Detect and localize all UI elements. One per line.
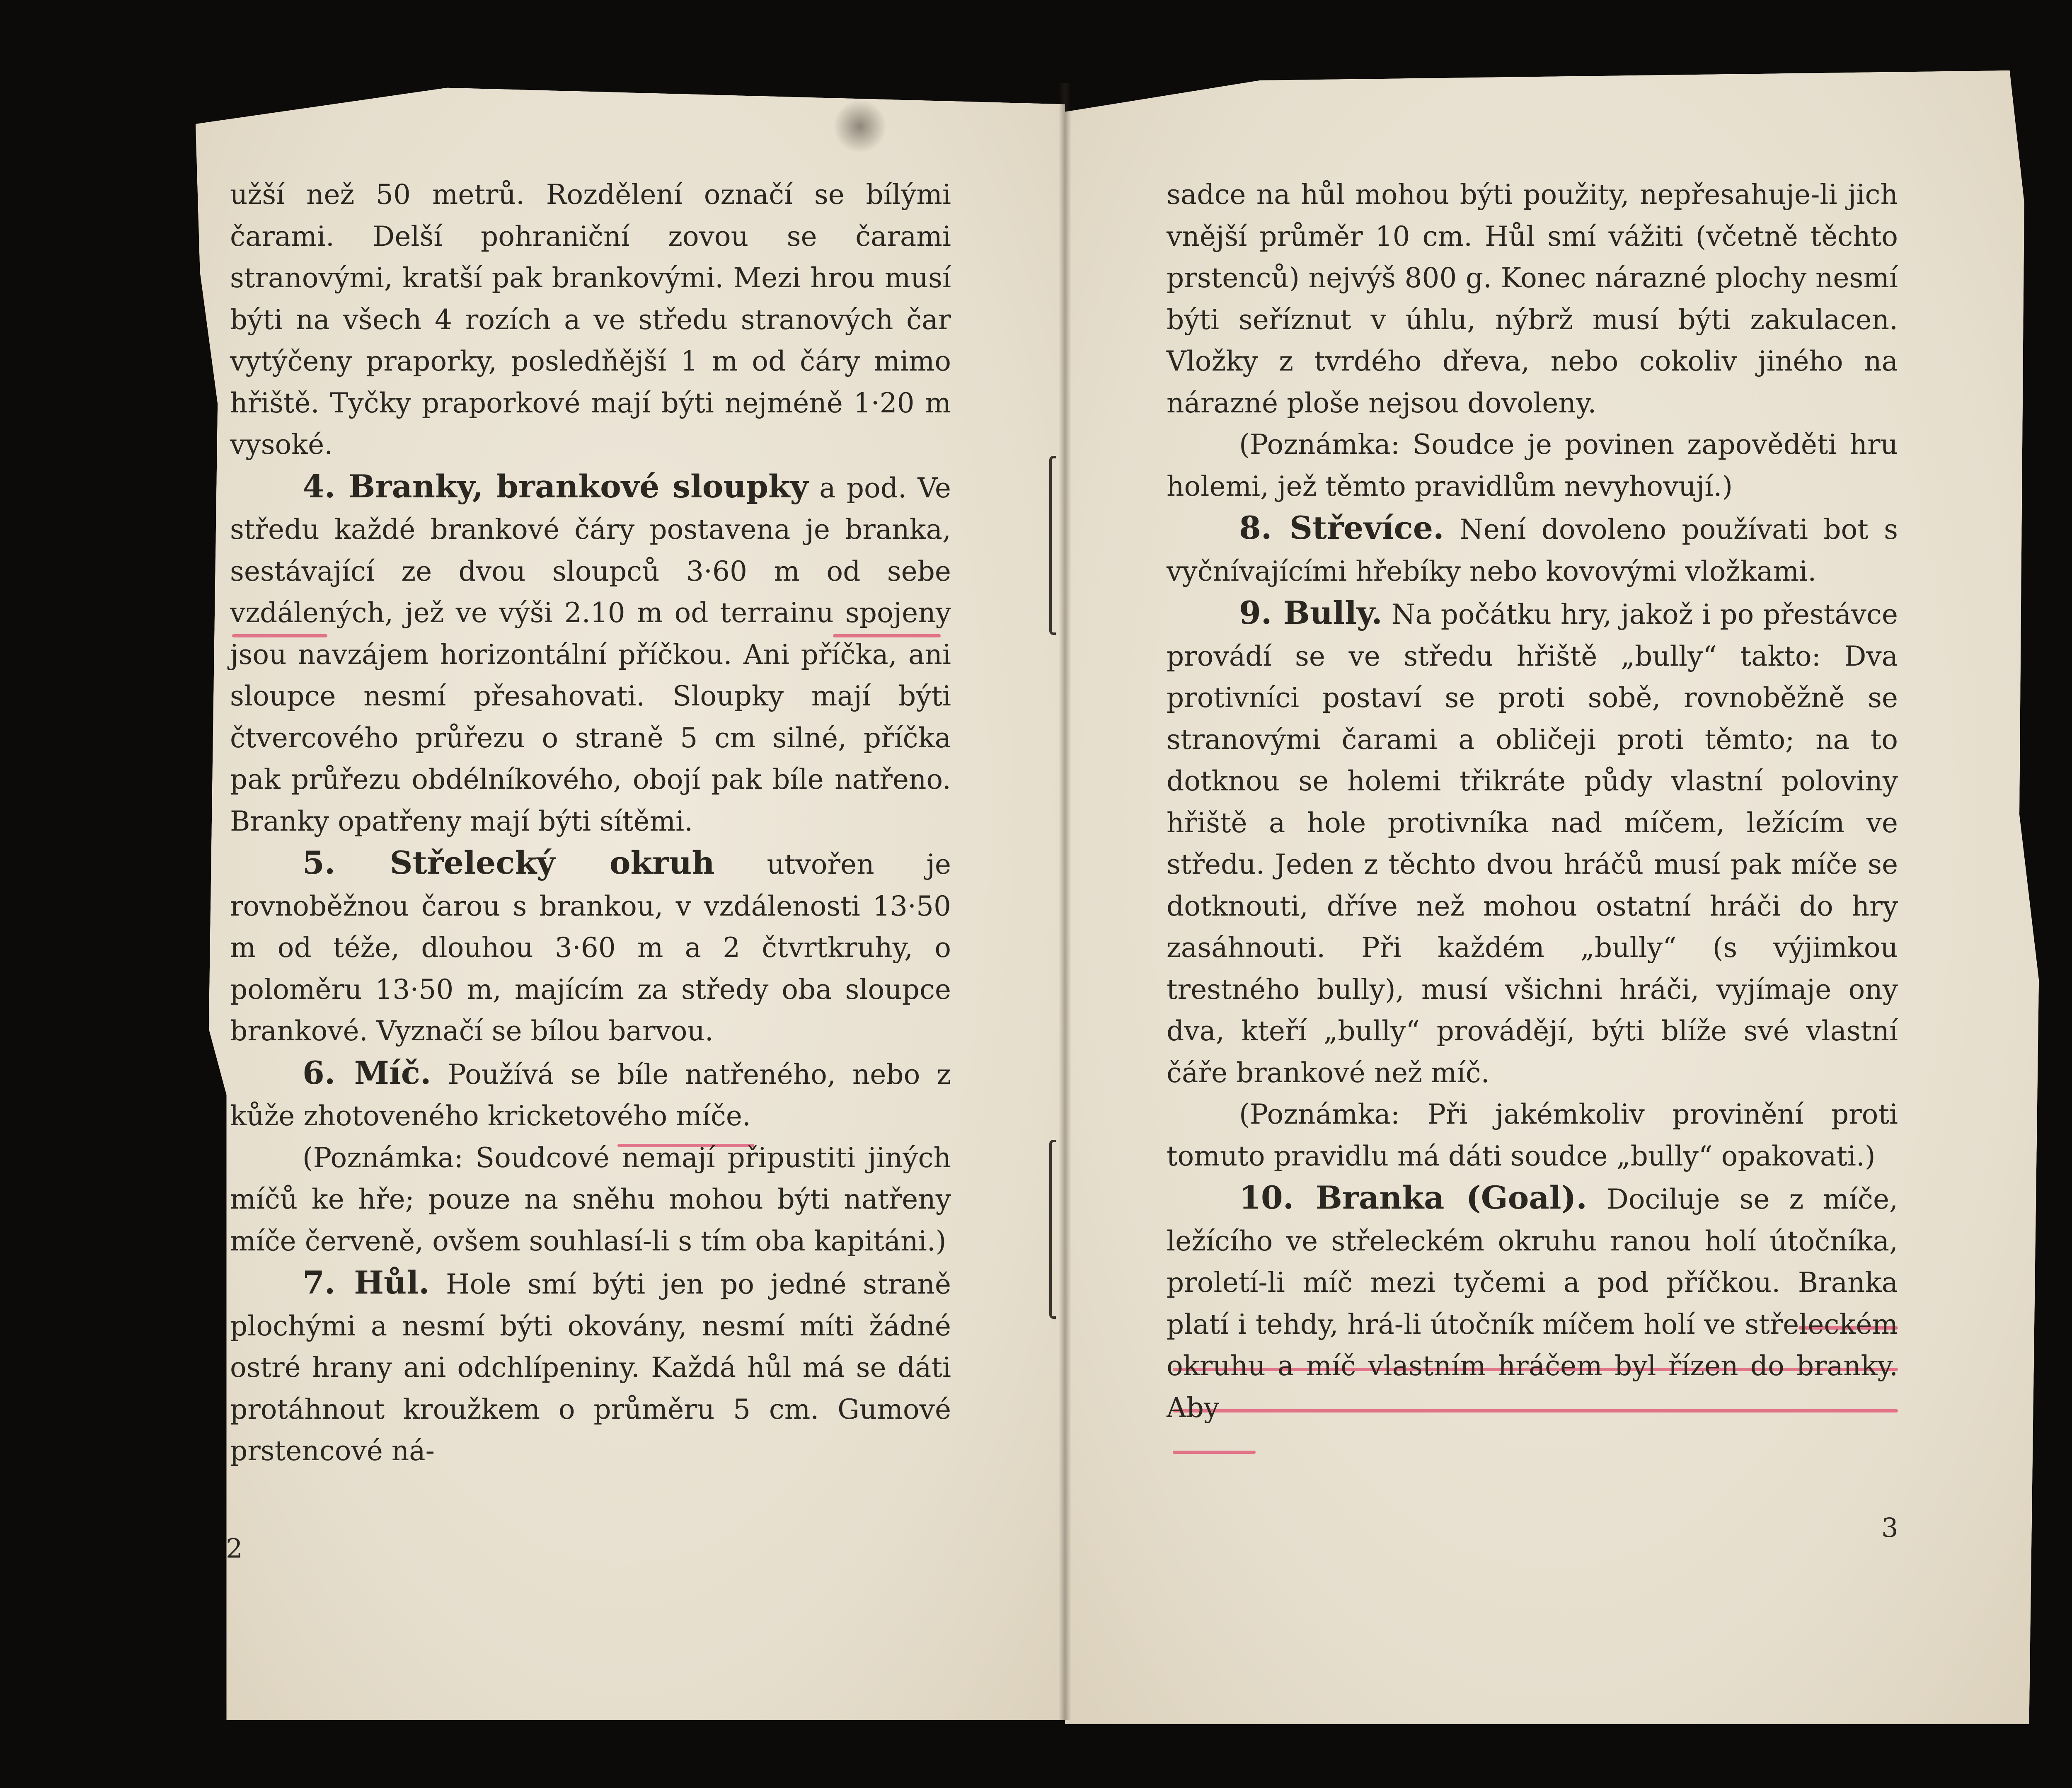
section-heading: 4. Branky, brankové sloupky bbox=[303, 468, 808, 505]
section-9-paragraph: 9. Bully. Na počátku hry, jakož i po přestávce provádí se ve středu hřiště „bully“ takto: Dva protivníci postaví se proti sobě, rovnoběžně se stranovými čarami a obličeji proti těmto; na to dotknou se holemi třikráte půdy vlastní poloviny hřiště a hole protivníka nad míčem, ležícím ve středu. Jeden z těchto dvou hráčů musí pak míče se dotknouti, dříve než mohou ostatní hráči do hry zasáhnouti. Při každém „bully“ (s výjimkou trestného bully), musí všichni hráči, vyjímaje ony dva, kteří „bully“ provádějí, býti blíže své vlastní čáře brankové než míč. bbox=[1167, 594, 1898, 1089]
section-heading: 10. Branka (Goal). bbox=[1239, 1179, 1587, 1216]
binding-gutter bbox=[1059, 83, 1071, 1720]
section-heading: 8. Střevíce. bbox=[1239, 509, 1444, 546]
pencil-underline bbox=[1173, 1451, 1256, 1454]
note-paragraph: (Poznámka: Soudce je povinen zapověděti hru holemi, jež těmto pravidlům nevyhovují.) bbox=[1167, 429, 1898, 502]
section-8-paragraph: 8. Střevíce. Není dovoleno používati bot s vyčnívajícími hřebíky nebo kovovými vložkami. bbox=[1167, 509, 1898, 587]
section-heading: 5. Střelecký okruh bbox=[303, 844, 715, 881]
section-heading: 7. Hůl. bbox=[303, 1264, 430, 1301]
section-10-paragraph: 10. Branka (Goal). Dociluje se z míče, ležícího ve střeleckém okruhu ranou holí útočníka, proletí-li míč mezi tyčemi a pod příčkou. Branka platí i tehdy, hrá-li útočník míčem holí ve střeleckém okruhu a míč vlastním hráčem byl řízen do branky. Aby bbox=[1167, 1179, 1898, 1424]
paper-damage-spot bbox=[833, 99, 887, 153]
section-7-paragraph: 7. Hůl. Hole smí býti jen po jedné straně plochými a nesmí býti okovány, nesmí míti žádné ostré hrany ani odchlípeniny. Každá hůl má se dáti protáhnout kroužkem o průměru 5 cm. Gumové prstencové ná- bbox=[230, 1264, 951, 1467]
staple-bottom bbox=[1049, 1140, 1056, 1319]
staple-top bbox=[1049, 456, 1056, 635]
note-paragraph: (Poznámka: Soudcové nemají připustiti jiných míčů ke hře; pouze na sněhu mohou býti natřeny míče červeně, ovšem souhlasí-li s tím oba kapitáni.) bbox=[230, 1141, 951, 1257]
page-number-left: 2 bbox=[226, 1534, 243, 1564]
section-heading: 6. Míč. bbox=[303, 1054, 431, 1091]
right-text-column bbox=[1167, 174, 1898, 1429]
paragraph: užší než 50 metrů. Rozdělení označí se bílými čarami. Delší pohraniční zovou se čarami stranovými, kratší pak brankovými. Mezi hrou musí býti na všech 4 rozích a ve středu stranových čar vytýčeny praporky, posledňější 1 m od čáry mimo hřiště. Tyčky praporkové mají býti nejméně 1·20 m vysoké. bbox=[230, 179, 951, 460]
page-number-right: 3 bbox=[1881, 1513, 1898, 1543]
section-4-paragraph: 4. Branky, brankové sloupky a pod. Ve středu každé brankové čáry postavena je branka, sestávající ze dvou sloupců 3·60 m od sebe vzdálených, jež ve výši 2.10 m od terrainu spojeny jsou navzájem horizontální příčkou. Ani příčka, ani sloupce nesmí přesahovati. Sloupky mají býti čtvercového průřezu o straně 5 cm silné, příčka pak průřezu obdélníkového, obojí pak bíle natřeno. Branky opatřeny mají býti sítěmi. bbox=[230, 468, 951, 837]
section-6-paragraph: 6. Míč. Používá se bíle natřeného, nebo z kůže zhotoveného kricketového míče. bbox=[230, 1054, 951, 1132]
left-text-column bbox=[230, 174, 951, 1472]
paragraph: sadce na hůl mohou býti použity, nepřesahuje-li jich vnější průměr 10 cm. Hůl smí vážiti (včetně těchto prstenců) nejvýš 800 g. Konec nárazné plochy nesmí býti seříznut v úhlu, nýbrž musí býti zakulacen. Vložky z tvrdého dřeva, nebo cokoliv jiného na nárazné ploše nejsou dovoleny. bbox=[1167, 179, 1898, 419]
section-heading: 9. Bully. bbox=[1239, 594, 1382, 631]
note-paragraph: (Poznámka: Při jakémkoliv provinění proti tomuto pravidlu má dáti soudce „bully“ opakovati.) bbox=[1167, 1098, 1898, 1172]
section-5-paragraph: 5. Střelecký okruh utvořen je rovnoběžnou čarou s brankou, v vzdálenosti 13·50 m od téže, dlouhou 3·60 m a 2 čtvrtkruhy, o poloměru 13·50 m, majícím za středy oba sloupce brankové. Vyznačí se bílou barvou. bbox=[230, 844, 951, 1047]
